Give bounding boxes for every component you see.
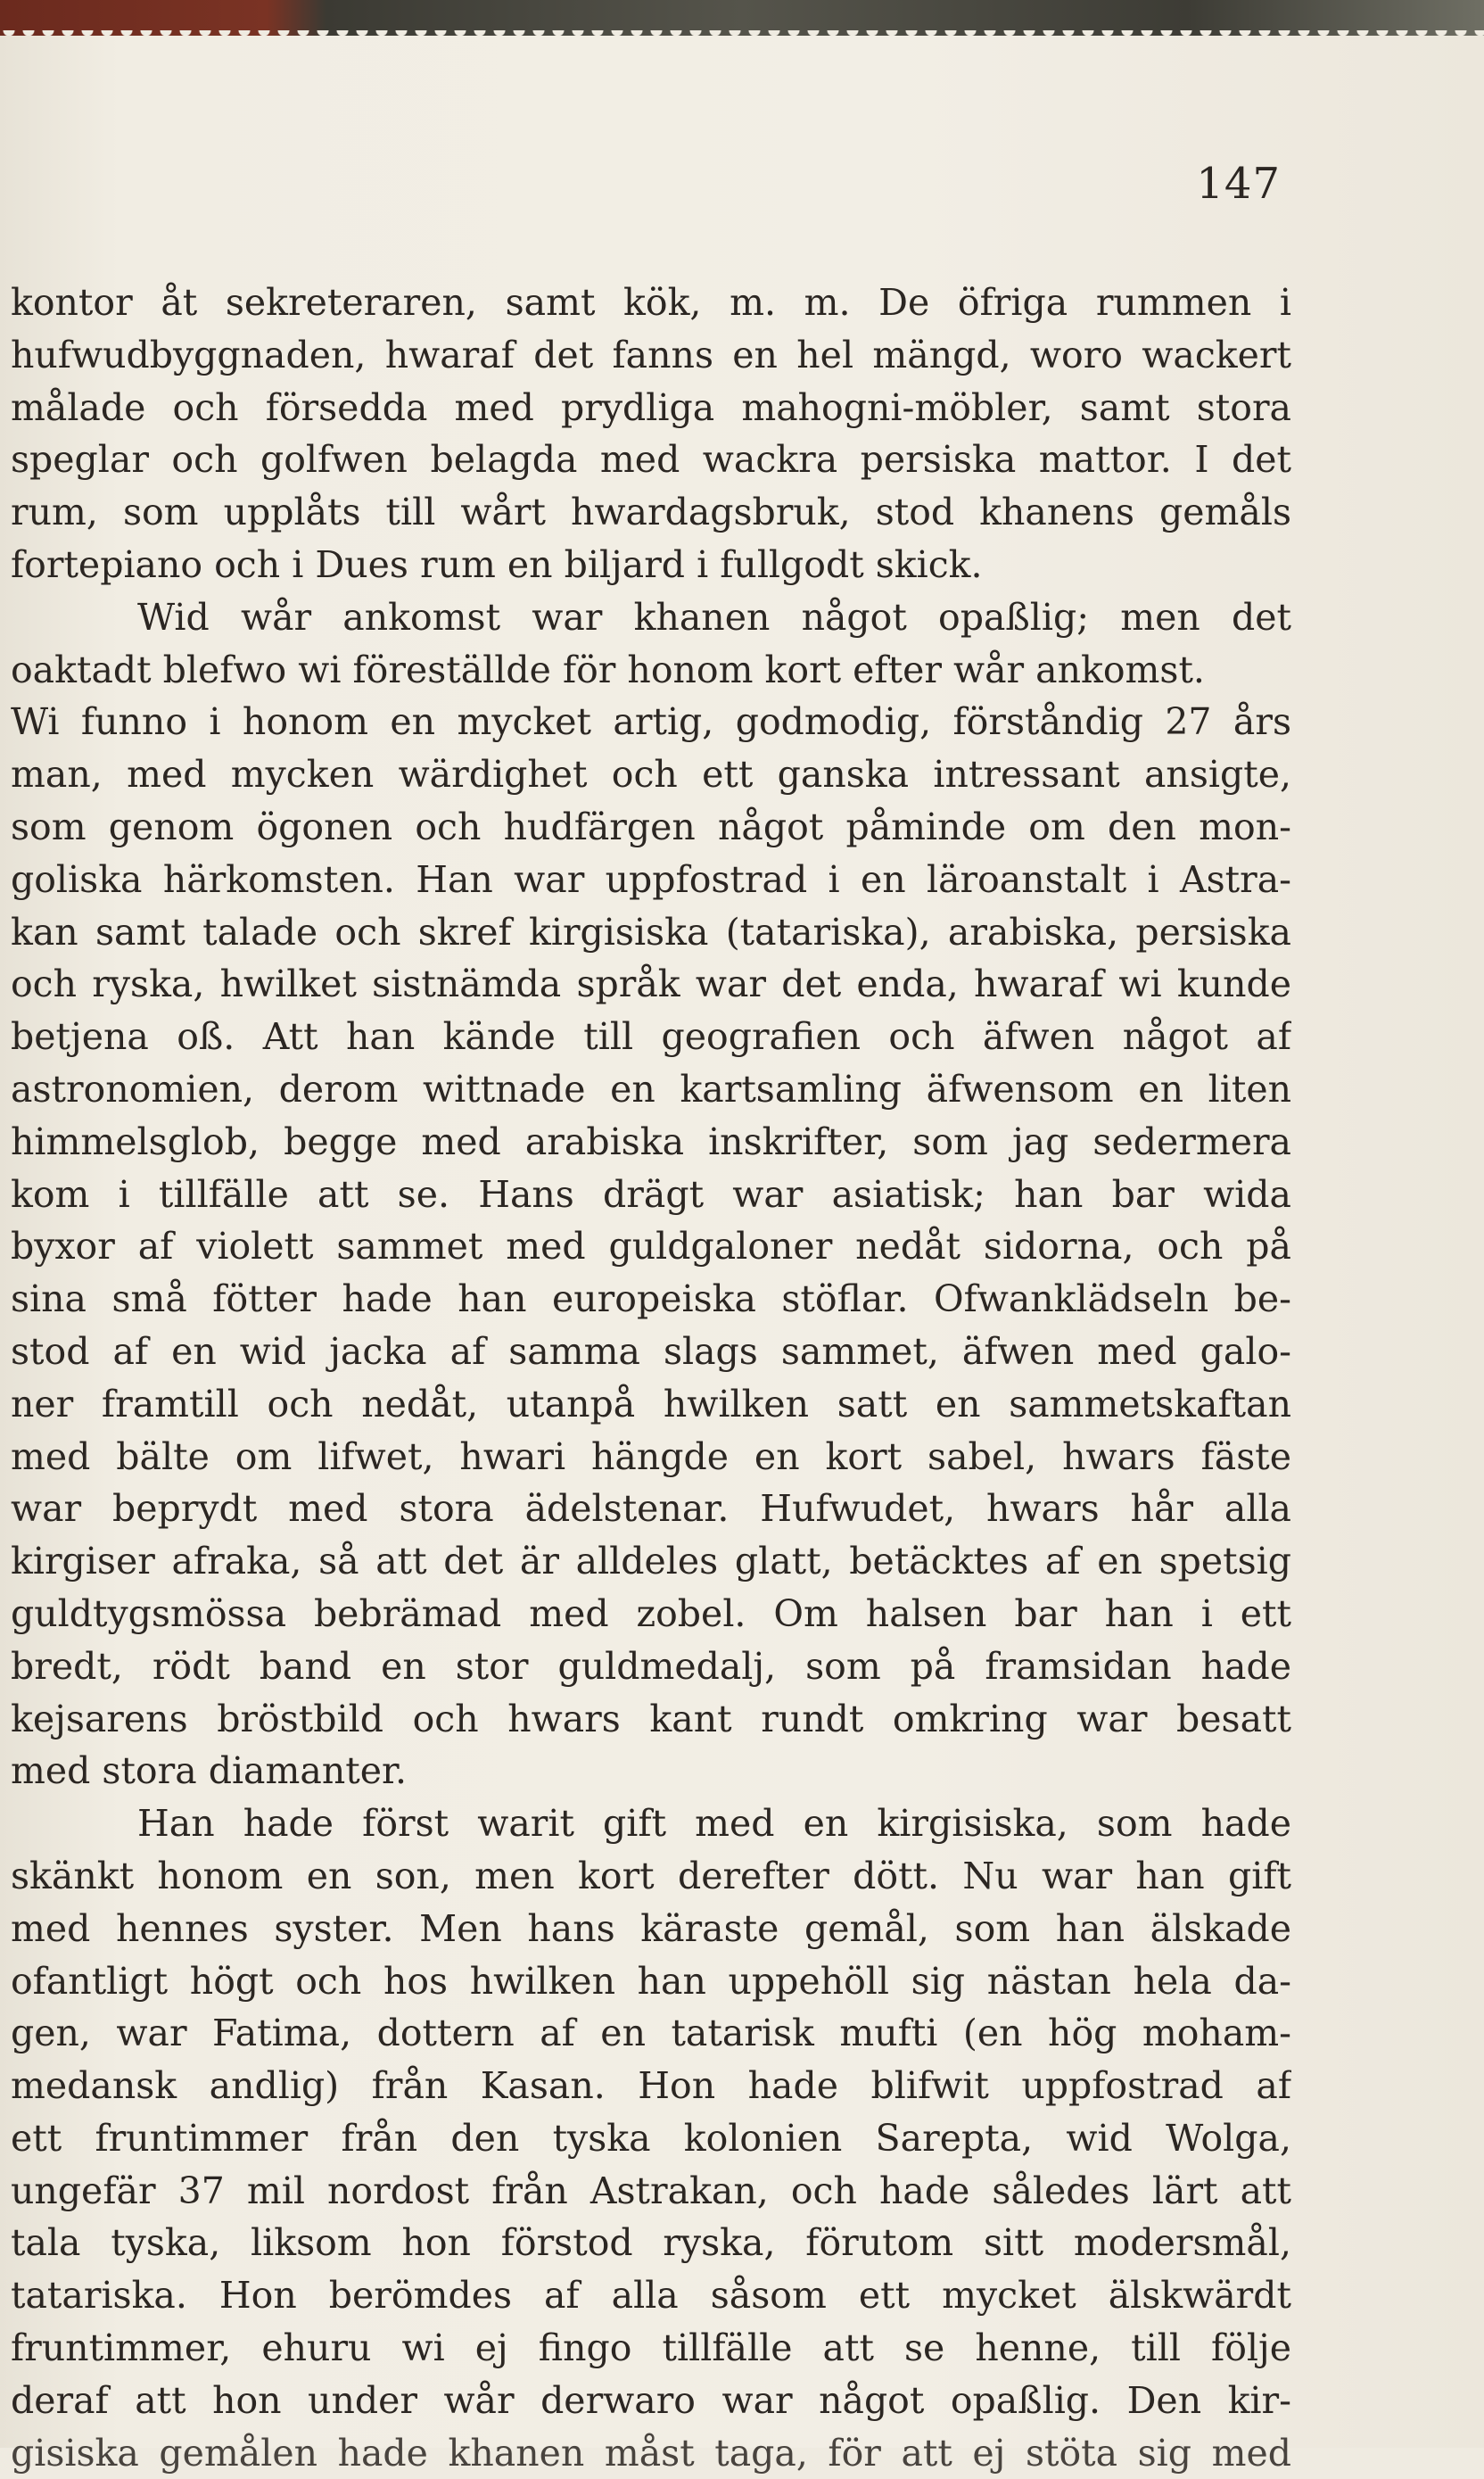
text-line: med hennes syster. Men hans käraste gemål, som han älskade (11, 1906, 1291, 1950)
text-line: speglar och golfwen belagda med wackra persiska mattor. I det (11, 438, 1291, 482)
text-line: Han hade först warit gift med en kirgisiska, som hade (137, 1802, 1291, 1846)
text-line: goliska härkomsten. Han war uppfostrad i en läroanstalt i Astra- (11, 857, 1291, 901)
text-line: stod af en wid jacka af samma slags sammet, äfwen med galo- (11, 1329, 1291, 1373)
text-line: astronomien, derom wittnade en kartsamling äfwensom en liten (11, 1067, 1291, 1111)
text-line: himmelsglob, begge med arabiska inskrifter, som jag sedermera (11, 1120, 1291, 1163)
text-line: rum, som upplåts till wårt hwardagsbruk, stod khanens gemåls (11, 491, 1291, 534)
text-line: tatariska. Hon berömdes af alla såsom ett mycket älskwärdt (11, 2274, 1291, 2318)
text-line: bredt, rödt band en stor guldmedalj, som på framsidan hade (11, 1644, 1291, 1688)
text-line: sina små fötter hade han europeiska stöflar. Ofwanklädseln be- (11, 1277, 1291, 1321)
text-line: kirgiser afraka, så att det är alldeles glatt, betäcktes af en spetsig (11, 1540, 1291, 1583)
body-text (11, 277, 1291, 2479)
text-line: Wi funno i honom en mycket artig, godmodig, förståndig 27 års (11, 700, 1291, 744)
text-line: oaktadt blefwo wi föreställde för honom kort efter wår ankomst. (11, 648, 1205, 691)
text-line: hufwudbyggnaden, hwaraf det fanns en hel mängd, woro wackert (11, 333, 1291, 376)
book-page (0, 36, 1484, 2475)
text-line: ungefär 37 mil nordost från Astrakan, och hade således lärt att (11, 2169, 1291, 2212)
text-line: medansk andlig) från Kasan. Hon hade blifwit uppfostrad af (11, 2064, 1291, 2108)
text-line: som genom ögonen och hudfärgen något påminde om den mon- (11, 805, 1291, 848)
text-line: kejsarens bröstbild och hwars kant rundt omkring war besatt (11, 1697, 1291, 1740)
text-line: målade och försedda med prydliga mahogni-möbler, samt stora (11, 385, 1291, 429)
text-line: fruntimmer, ehuru wi ej fingo tillfälle att se henne, till följe (11, 2326, 1291, 2370)
text-line: med stora diamanter. (11, 1749, 408, 1793)
page-number: 147 (1196, 159, 1281, 209)
text-line: gisiska gemålen hade khanen måst taga, för att ej stöta sig med (11, 2431, 1291, 2475)
text-line: Wid wår ankomst war khanen något opaßlig; men det (137, 595, 1291, 639)
text-line: ett fruntimmer från den tyska kolonien Sarepta, wid Wolga, (11, 2116, 1291, 2160)
text-line: ner framtill och nedåt, utanpå hwilken satt en sammetskaftan (11, 1382, 1291, 1425)
text-line: kom i tillfälle att se. Hans drägt war asiatisk; han bar wida (11, 1172, 1291, 1216)
text-line: betjena oß. Att han kände till geografien och äfwen något af (11, 1015, 1291, 1059)
text-line: man, med mycken wärdighet och ett ganska intressant ansigte, (11, 753, 1291, 797)
text-line: gen, war Fatima, dottern af en tatarisk mufti (en hög moham- (11, 2012, 1291, 2055)
text-line: fortepiano och i Dues rum en biljard i fullgodt skick. (11, 542, 983, 586)
text-line: guldtygsmössa bebrämad med zobel. Om halsen bar han i ett (11, 1591, 1291, 1635)
text-line: deraf att hon under wår derwaro war något opaßlig. Den kir- (11, 2378, 1291, 2422)
text-line: war beprydt med stora ädelstenar. Hufwudet, hwars hår alla (11, 1487, 1291, 1531)
text-line: med bälte om lifwet, hwari hängde en kort sabel, hwars fäste (11, 1434, 1291, 1478)
text-line: kan samt talade och skref kirgisiska (tatariska), arabiska, persiska (11, 910, 1291, 954)
text-line: kontor åt sekreteraren, samt kök, m. m. De öfriga rummen i (11, 281, 1291, 324)
text-line: tala tyska, liksom hon förstod ryska, förutom sitt modersmål, (11, 2221, 1291, 2265)
text-line: byxor af violett sammet med guldgaloner nedåt sidorna, och på (11, 1225, 1291, 1268)
text-line: skänkt honom en son, men kort derefter dött. Nu war han gift (11, 1854, 1291, 1897)
book-binding-edge (0, 0, 1484, 36)
text-line: och ryska, hwilket sistnämda språk war det enda, hwaraf wi kunde (11, 963, 1291, 1006)
text-line: ofantligt högt och hos hwilken han uppehöll sig nästan hela da- (11, 1959, 1291, 2003)
